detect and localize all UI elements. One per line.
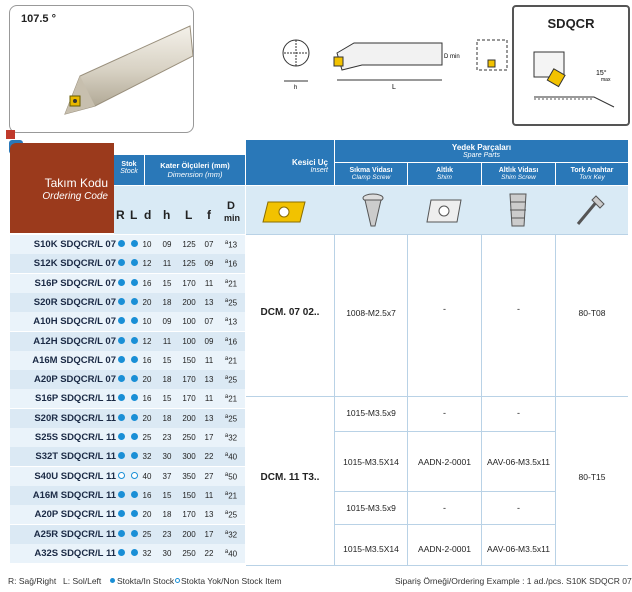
cell-f: 09 (204, 259, 214, 268)
dmin-value: 25 (228, 298, 238, 308)
dmin-superscript: a (224, 549, 229, 555)
cell-h: 15 (162, 279, 172, 288)
clamp-g11d: 1015-M3.5X14 (343, 544, 399, 554)
stock-dot-right (118, 530, 125, 537)
stock-dot-right (118, 549, 125, 556)
cell-h: 18 (162, 375, 172, 384)
cell-d: 12 (142, 259, 152, 268)
ordering-subtitle: Ordering Code (42, 191, 108, 202)
stock-dot-left (131, 337, 138, 344)
stock-dot-left (131, 259, 138, 266)
cell-f: 13 (204, 510, 214, 519)
cell-h: 15 (162, 491, 172, 500)
cell-d: 25 (142, 433, 152, 442)
dims-en: Dimension (mm) (167, 170, 223, 179)
torx-key-icon (570, 190, 610, 230)
col-min: min (224, 213, 241, 223)
clamp-g11c: 1015-M3.5x9 (346, 503, 396, 513)
grid-v2 (407, 234, 408, 565)
code-diagram (514, 37, 628, 122)
cell-dmin (220, 452, 242, 462)
shim-g11d: AADN-2-0001 (418, 544, 471, 554)
ordering-code: S40U SDQCR/L 11 (34, 471, 116, 482)
stock-dot-right (118, 337, 125, 344)
clamp-screw-icon (355, 190, 391, 230)
ordering-code: A12H SDQCR/L 07 (33, 336, 116, 347)
clamp-g11b: 1015-M3.5X14 (343, 457, 399, 467)
dmin-value: 21 (228, 279, 238, 289)
cell-dmin (220, 240, 242, 250)
angle-15: 15° (596, 70, 607, 77)
technical-drawing (282, 35, 512, 95)
dmin-value: 13 (228, 317, 238, 327)
dmin-value: 32 (228, 433, 238, 443)
dmin-dim: D min (444, 54, 460, 60)
cell-d: 25 (142, 530, 152, 539)
dmin-superscript: a (224, 414, 229, 420)
shimscrew-g11b: AAV-06-M3.5x11 (487, 457, 550, 467)
col-f: f (207, 208, 211, 222)
angle-max: max (601, 77, 611, 83)
cell-f: 22 (204, 452, 214, 461)
key-header (556, 163, 628, 185)
cell-d: 40 (142, 472, 152, 481)
grid-top (246, 234, 628, 235)
insert-header (246, 140, 334, 185)
ordering-code: A25R SDQCR/L 11 (33, 529, 116, 540)
grid-11b (335, 491, 555, 492)
ordering-code: A32S SDQCR/L 11 (34, 548, 116, 559)
dmin-value: 32 (228, 530, 238, 540)
legend-stock: Stokta/In Stock (117, 576, 175, 586)
cell-h: 18 (162, 510, 172, 519)
shimscrew-en: Shim Screw (501, 174, 536, 181)
dmin-superscript: a (224, 452, 229, 458)
shim-tr: Altlık (435, 167, 454, 174)
stock-dot-left (131, 298, 138, 305)
dmin-value: 25 (228, 375, 238, 385)
cell-f: 17 (204, 433, 214, 442)
stock-dot-left (131, 433, 138, 440)
dmin-value: 21 (228, 394, 238, 404)
stock-dot-left (131, 510, 138, 517)
grid-bottom (246, 565, 628, 566)
cell-f: 09 (204, 337, 214, 346)
cell-h: 15 (162, 356, 172, 365)
cell-dmin (220, 414, 242, 424)
clamp-en: Clamp Screw (351, 174, 391, 181)
dmin-superscript: a (224, 298, 229, 304)
stock-dot-left (131, 279, 138, 286)
dmin-value: 40 (228, 549, 238, 559)
cell-lv: 100 (182, 317, 196, 326)
spare-tr: Yedek Parçaları (451, 143, 512, 152)
spare-header (335, 140, 628, 162)
dmin-value: 25 (228, 414, 238, 424)
ordering-code: S12K SDQCR/L 07 (33, 258, 116, 269)
tool-code: SDQCR (547, 16, 595, 31)
insert-11: DCM. 11 T3.. (260, 472, 320, 483)
cell-d: 10 (142, 240, 152, 249)
cell-f: 13 (204, 298, 214, 307)
cell-d: 16 (142, 491, 152, 500)
dmin-value: 40 (228, 452, 238, 462)
shim-icon (425, 196, 465, 226)
stock-dot-right (118, 452, 125, 459)
ordering-code: A20P SDQCR/L 07 (33, 374, 116, 385)
cell-h: 23 (162, 530, 172, 539)
cell-d: 12 (142, 337, 152, 346)
cell-h: 15 (162, 394, 172, 403)
ordering-code: S20R SDQCR/L 11 (34, 413, 116, 424)
dims-tr: Kater Ölçüleri (mm) (160, 161, 230, 170)
cell-dmin (220, 259, 242, 269)
dmin-superscript: a (224, 356, 229, 362)
cell-d: 16 (142, 279, 152, 288)
cell-h: 11 (162, 337, 172, 346)
stock-dot-left (131, 530, 138, 537)
ordering-header (10, 143, 114, 233)
cell-d: 16 (142, 394, 152, 403)
clamp-tr: Sıkma Vidası (349, 167, 393, 174)
spare-en: Spare Parts (463, 152, 500, 159)
cell-lv: 170 (182, 375, 196, 384)
ordering-code: S20R SDQCR/L 07 (33, 297, 116, 308)
grid-11a (335, 431, 555, 432)
shim-g07: - (443, 304, 446, 314)
cell-dmin (220, 394, 242, 404)
key-g11: 80-T15 (578, 472, 606, 482)
grid-mid (246, 396, 628, 397)
stock-dot-left (131, 414, 138, 421)
dmin-superscript: a (224, 394, 229, 400)
cell-h: 18 (162, 414, 172, 423)
shim-screw-icon (500, 190, 536, 230)
stock-dot-right (118, 279, 125, 286)
legend-right: R: Sağ/Right (8, 576, 57, 586)
stock-dot-right (118, 298, 125, 305)
shimscrew-g11d: AAV-06-M3.5x11 (487, 544, 550, 554)
legend-nonstock: Stokta Yok/Non Stock Item (181, 576, 282, 586)
stock-dot-right (118, 317, 125, 324)
cell-dmin (220, 549, 242, 559)
ordering-code: S25S SDQCR/L 11 (34, 432, 116, 443)
l-dim: L (392, 84, 396, 91)
stock-tr: Stok (121, 161, 137, 168)
cell-h: 09 (162, 240, 172, 249)
cell-h: 30 (162, 549, 172, 558)
tool-code-panel (512, 5, 630, 126)
cell-h: 11 (162, 259, 172, 268)
dmin-value: 16 (228, 259, 238, 269)
cell-h: 30 (162, 452, 172, 461)
dmin-value: 21 (228, 356, 238, 366)
cell-f: 11 (204, 279, 214, 288)
stock-dot-right (118, 356, 125, 363)
cell-dmin (220, 375, 242, 385)
cell-dmin (220, 279, 242, 289)
dims-header (145, 155, 245, 185)
cell-dmin (220, 337, 242, 347)
cell-lv: 125 (182, 259, 196, 268)
dmin-value: 21 (228, 491, 238, 501)
cell-f: 13 (204, 375, 214, 384)
dmin-superscript: a (224, 472, 229, 478)
stock-dot-left (131, 394, 138, 401)
cell-lv: 150 (182, 491, 196, 500)
cell-d: 20 (142, 510, 152, 519)
stock-dot-right (118, 375, 125, 382)
cell-h: 37 (162, 472, 172, 481)
cell-f: 13 (204, 414, 214, 423)
cell-h: 09 (162, 317, 172, 326)
stock-dot-left (131, 452, 138, 459)
cell-d: 32 (142, 452, 152, 461)
insert-en: Insert (310, 167, 328, 174)
cell-lv: 200 (182, 414, 196, 423)
cell-f: 27 (204, 472, 214, 481)
cell-dmin (220, 298, 242, 308)
stock-dot-right (118, 491, 125, 498)
stock-dot-left (131, 472, 138, 479)
cell-lv: 250 (182, 433, 196, 442)
stock-dot-right (118, 259, 125, 266)
stock-dot-right (118, 394, 125, 401)
shim-en: Shim (437, 174, 452, 181)
stock-header (114, 155, 144, 185)
dmin-superscript: a (224, 259, 229, 265)
cell-f: 07 (204, 317, 214, 326)
col-L-length: L (185, 208, 193, 222)
dmin-superscript: a (224, 530, 229, 536)
cell-lv: 200 (182, 530, 196, 539)
stock-dot-left (131, 356, 138, 363)
stock-dot-right (118, 414, 125, 421)
shimscrew-g11a: - (517, 408, 520, 418)
cell-lv: 170 (182, 510, 196, 519)
cell-f: 11 (204, 356, 214, 365)
stock-dot-right (118, 510, 125, 517)
key-en: Torx Key (579, 174, 605, 181)
ordering-code: A16M SDQCR/L 11 (32, 490, 116, 501)
shim-g11c: - (443, 503, 446, 513)
approach-angle: 107.5 ° (21, 13, 56, 25)
cell-d: 10 (142, 317, 152, 326)
stock-dot-left (131, 317, 138, 324)
cell-lv: 170 (182, 394, 196, 403)
stock-en: Stock (120, 168, 138, 175)
dmin-superscript: a (224, 279, 229, 285)
ordering-code: S10K SDQCR/L 07 (33, 239, 116, 250)
cell-lv: 300 (182, 452, 196, 461)
ordering-code: A10H SDQCR/L 07 (33, 316, 116, 327)
dmin-superscript: a (224, 240, 229, 246)
dmin-superscript: a (224, 491, 229, 497)
col-h: h (163, 208, 171, 222)
cell-dmin (220, 433, 242, 443)
stock-dot-left (131, 375, 138, 382)
cell-f: 07 (204, 240, 214, 249)
shimscrew-tr: Altlık Vidası (498, 167, 539, 174)
cell-dmin (220, 472, 242, 482)
stock-dot-right (118, 240, 125, 247)
cell-d: 32 (142, 549, 152, 558)
cell-f: 17 (204, 530, 214, 539)
dmin-superscript: a (224, 375, 229, 381)
marker-red (6, 130, 15, 139)
ordering-code: S16P SDQCR/L 11 (35, 393, 116, 404)
cell-lv: 250 (182, 549, 196, 558)
dmin-value: 50 (228, 472, 238, 482)
cell-d: 20 (142, 298, 152, 307)
dmin-superscript: a (224, 433, 229, 439)
stock-dot-left (131, 240, 138, 247)
col-R: R (116, 208, 125, 222)
col-d: d (144, 208, 152, 222)
stock-dot-left (131, 549, 138, 556)
cell-lv: 170 (182, 279, 196, 288)
dmin-value: 25 (228, 510, 238, 520)
h-dim: h (294, 85, 298, 91)
dmin-superscript: a (224, 510, 229, 516)
insert-icon (260, 197, 310, 227)
ordering-code: S16P SDQCR/L 07 (34, 278, 116, 289)
cell-h: 18 (162, 298, 172, 307)
cell-d: 20 (142, 414, 152, 423)
ordering-example: Sipariş Örneği/Ordering Example : 1 ad./pcs. S10K SDQCR 07 (395, 576, 632, 586)
clamp-g07: 1008-M2.5x7 (346, 308, 396, 318)
dmin-superscript: a (224, 337, 229, 343)
ordering-code: A20P SDQCR/L 11 (34, 509, 116, 520)
cell-lv: 100 (182, 337, 196, 346)
cell-dmin (220, 317, 242, 327)
col-L: L (130, 208, 138, 222)
dmin-superscript: a (224, 317, 229, 323)
insert-07: DCM. 07 02.. (260, 307, 320, 318)
cell-f: 22 (204, 549, 214, 558)
ordering-code: S32T SDQCR/L 11 (35, 451, 116, 462)
col-D: D (227, 200, 235, 212)
cell-dmin (220, 530, 242, 540)
grid-v4 (555, 234, 556, 565)
shim-header (408, 163, 481, 185)
dmin-value: 13 (228, 240, 238, 250)
cell-lv: 200 (182, 298, 196, 307)
cell-f: 11 (204, 491, 214, 500)
cell-lv: 125 (182, 240, 196, 249)
shimscrew-g07: - (517, 304, 520, 314)
insert-tr: Kesici Uç (291, 158, 328, 167)
ordering-title: Takım Kodu (44, 176, 108, 190)
grid-11c (335, 524, 555, 525)
cell-dmin (220, 510, 242, 520)
legend-stock-dot (110, 578, 115, 583)
cell-d: 16 (142, 356, 152, 365)
shimscrew-g11c: - (517, 503, 520, 513)
shim-g11b: AADN-2-0001 (418, 457, 471, 467)
cell-dmin (220, 356, 242, 366)
cell-lv: 350 (182, 472, 196, 481)
ordering-code: A16M SDQCR/L 07 (32, 355, 116, 366)
legend-nonstock-dot (175, 578, 180, 583)
stock-dot-left (131, 491, 138, 498)
legend-left: L: Sol/Left (63, 576, 102, 586)
cell-d: 20 (142, 375, 152, 384)
shimscrew-header (482, 163, 555, 185)
grid-v1 (334, 234, 335, 565)
key-tr: Tork Anahtar (570, 167, 614, 174)
cell-h: 23 (162, 433, 172, 442)
dmin-value: 16 (228, 337, 238, 347)
cell-f: 11 (204, 394, 214, 403)
stock-dot-right (118, 433, 125, 440)
cell-lv: 150 (182, 356, 196, 365)
key-g07: 80-T08 (578, 308, 606, 318)
clamp-header (335, 163, 407, 185)
clamp-g11a: 1015-M3.5x9 (346, 408, 396, 418)
cell-dmin (220, 491, 242, 501)
grid-v3 (481, 234, 482, 565)
shim-g11a: - (443, 408, 446, 418)
stock-dot-right (118, 472, 125, 479)
